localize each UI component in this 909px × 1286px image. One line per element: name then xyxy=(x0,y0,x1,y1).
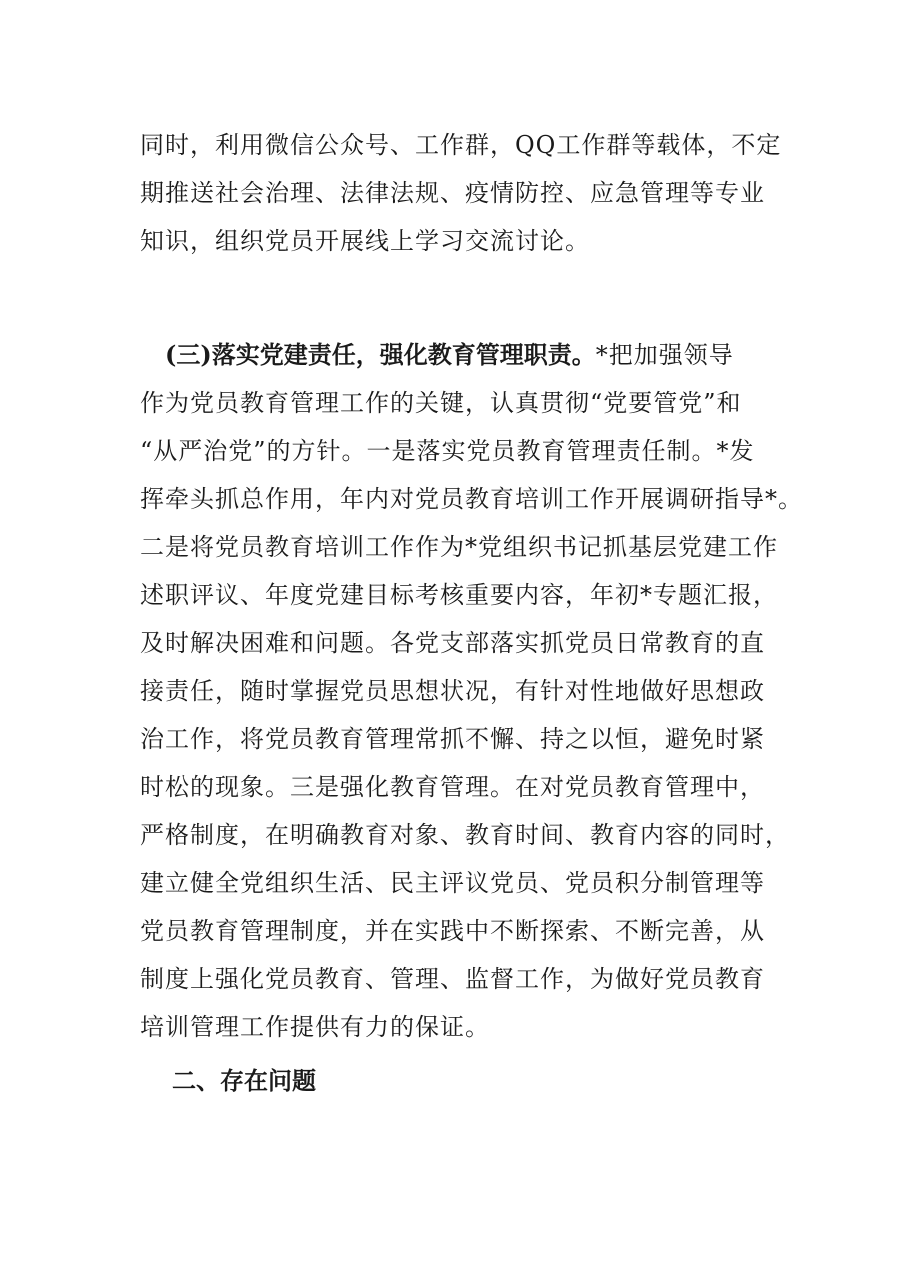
paragraph-line: 时松的现象。三是强化教育管理。在对党员教育管理中， xyxy=(140,773,765,801)
paragraph-line: 挥牵头抓总作用，年内对党员教育培训工作开展调研指导*。 xyxy=(140,485,803,513)
paragraph-line: 同时，利用微信公众号、工作群，QQ工作群等载体，不定 xyxy=(140,131,782,159)
paragraph-line: 治工作，将党员教育管理常抓不懈、持之以恒，避免时紧 xyxy=(140,725,765,753)
section-first-line-rest: *把加强领导 xyxy=(595,341,734,369)
paragraph-line: 建立健全党组织生活、民主评议党员、党员积分制管理等 xyxy=(140,869,765,897)
section-first-line xyxy=(165,340,734,370)
paragraph-line: 二是将党员教育培训工作作为*党组织书记抓基层党建工作 xyxy=(140,533,778,561)
paragraph-line: 及时解决困难和问题。各党支部落实抓党员日常教育的直 xyxy=(140,629,765,657)
paragraph-line: 述职评议、年度党建目标考核重要内容，年初*专题汇报， xyxy=(140,581,778,609)
paragraph-line: 知识，组织党员开展线上学习交流讨论。 xyxy=(140,227,590,255)
paragraph-line: 严格制度，在明确教育对象、教育时间、教育内容的同时， xyxy=(140,821,790,849)
section-title: 二、存在问题 xyxy=(172,1066,316,1095)
paragraph-line: 接责任，随时掌握党员思想状况，有针对性地做好思想政 xyxy=(140,677,765,705)
paragraph-line: 期推送社会治理、法律法规、疫情防控、应急管理等专业 xyxy=(140,179,765,207)
paragraph-line: “从严治党”的方针。一是落实党员教育管理责任制。*发 xyxy=(140,437,755,465)
paragraph-line: 作为党员教育管理工作的关键，认真贯彻“党要管党”和 xyxy=(140,389,742,417)
paragraph-line: 培训管理工作提供有力的保证。 xyxy=(140,1013,490,1041)
paragraph-line: 党员教育管理制度，并在实践中不断探索、不断完善，从 xyxy=(140,917,765,945)
paragraph-line: 制度上强化党员教育、管理、监督工作，为做好党员教育 xyxy=(140,965,765,993)
section-heading: (三)落实党建责任，强化教育管理职责。 xyxy=(165,340,596,369)
